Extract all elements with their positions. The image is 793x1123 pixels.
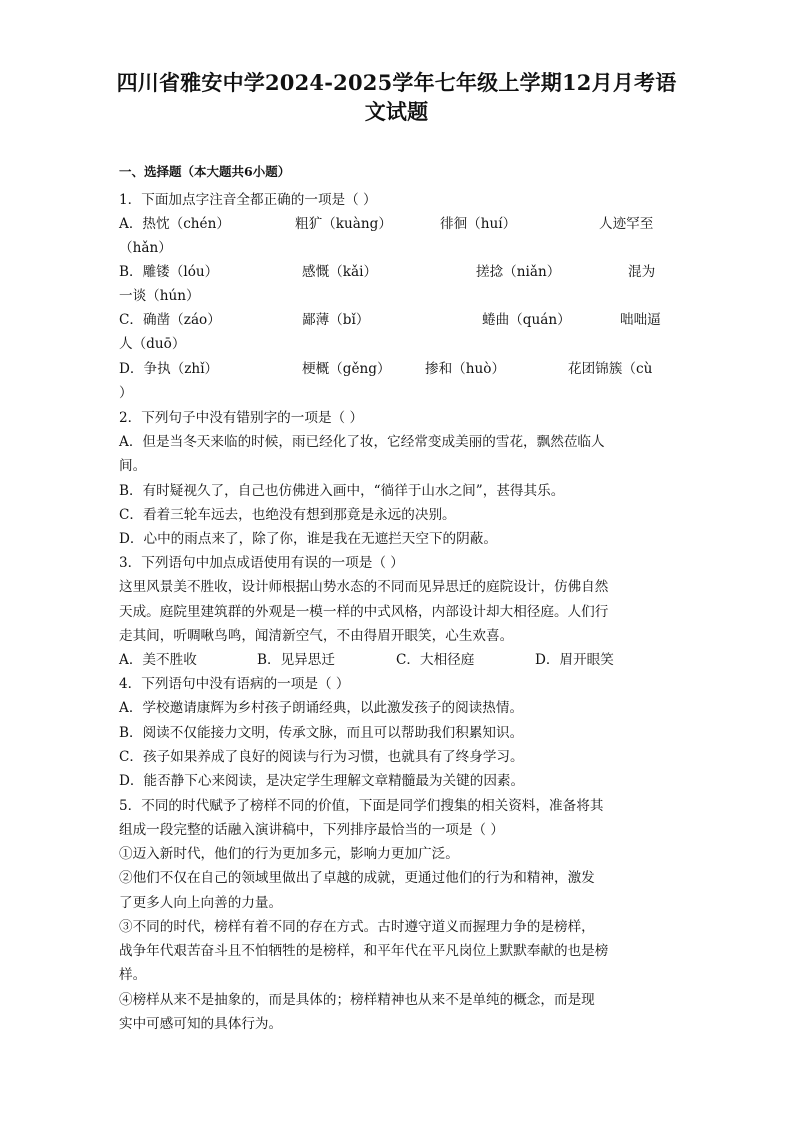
q1-option-b-item4: 混为: [628, 264, 656, 280]
q1-option-a-item4: 人迹罕至: [599, 216, 654, 232]
q4-option-c: C．孩子如果养成了良好的阅读与行为习惯，也就具有了终身学习。: [119, 749, 524, 765]
title-line-1: 四川省雅安中学2024-2025学年七年级上学期12月月考语: [116, 70, 677, 95]
q1-option-a-item3: 徘徊（huí）: [440, 216, 517, 232]
q2-option-d: D．心中的雨点来了，除了你，谁是我在无遮拦天空下的阴蔽。: [119, 531, 497, 547]
q1-option-a: A．热忱（chén）: [119, 216, 230, 232]
q1-option-d-item4: 花团锦簇（cù: [568, 361, 653, 377]
q2-option-a-cont: 间。: [119, 458, 147, 474]
q1-option-d-item2: 梗概（gěng）: [302, 361, 391, 377]
q3-passage-line-1: 这里风景美不胜收，设计师根据山势水态的不同而见异思迁的庭院设计，仿佛自然: [119, 579, 609, 595]
q2-option-a: A．但是当冬天来临的时候，雨已经化了妆，它经常变成美丽的雪花，飘然莅临人: [119, 434, 605, 450]
title-line-2: 文试题: [364, 99, 429, 124]
q5-sentence-3-cont: 战争年代艰苦奋斗且不怕牺牲的是榜样，和平年代在平凡岗位上默默奉献的也是榜: [119, 943, 609, 959]
q4-option-d: D．能否静下心来阅读，是决定学生理解文章精髓最为关键的因素。: [119, 773, 525, 789]
q3-option-c: C．大相径庭: [396, 652, 475, 668]
q5-sentence-1: ①迈入新时代，他们的行为更加多元，影响力更加广泛。: [119, 846, 459, 862]
q2-stem: 2．下列句子中没有错别字的一项是（ ）: [119, 410, 364, 426]
section-heading: 一、选择题（本大题共6小题）: [119, 164, 291, 179]
q1-option-d-item3: 掺和（huò）: [425, 361, 506, 377]
q5-stem-line-1: 5．不同的时代赋予了榜样不同的价值，下面是同学们搜集的相关资料，准备将其: [119, 798, 604, 814]
q3-option-d: D．眉开眼笑: [535, 652, 614, 668]
q3-passage-line-3: 走其间，听啁啾鸟鸣，闻清新空气，不由得眉开眼笑，心生欢喜。: [119, 628, 514, 644]
document-title: [110, 68, 683, 126]
q5-sentence-3-end: 样。: [119, 967, 147, 983]
q1-option-c-item3: 蜷曲（quán）: [482, 312, 571, 328]
q5-sentence-2-cont: 了更多人向上向善的力量。: [119, 895, 283, 911]
q4-option-a: A．学校邀请康辉为乡村孩子朗诵经典，以此激发孩子的阅读热情。: [119, 700, 524, 716]
q3-stem: 3．下列语句中加点成语使用有误的一项是（ ）: [119, 555, 404, 571]
q3-option-a: A．美不胜收: [119, 652, 197, 668]
q5-sentence-2: ②他们不仅在自己的领域里做出了卓越的成就，更通过他们的行为和精神，激发: [119, 870, 595, 886]
q1-option-c-cont: 人（duō）: [119, 336, 186, 352]
q4-option-b: B．阅读不仅能接力文明，传承文脉，而且可以帮助我们积累知识。: [119, 725, 524, 741]
q3-option-b: B．见异思迁: [257, 652, 335, 668]
q1-option-b: B．雕镂（lóu）: [119, 264, 219, 280]
q1-option-a-item2: 粗犷（kuàng）: [295, 216, 392, 232]
q1-stem: 1．下面加点字注音全都正确的一项是（ ）: [119, 192, 377, 208]
q1-option-d-cont: ）: [119, 385, 133, 401]
q1-option-c-item2: 鄙薄（bǐ）: [302, 312, 370, 328]
q2-option-c: C．看着三轮车远去，也绝没有想到那竟是永远的决别。: [119, 507, 456, 523]
q1-option-c-item4: 咄咄逼: [620, 312, 661, 328]
q5-sentence-4: ④榜样从来不是抽象的，而是具体的；榜样精神也从来不是单纯的概念，而是现: [119, 992, 595, 1008]
q1-option-b-item3: 搓捻（niǎn）: [476, 264, 561, 280]
q5-sentence-3: ③不同的时代，榜样有着不同的存在方式。古时遵守道义而握理力争的是榜样，: [119, 919, 595, 935]
q1-option-b-cont: 一谈（hún）: [119, 288, 200, 304]
q5-sentence-4-cont: 实中可感可知的具体行为。: [119, 1016, 283, 1032]
q2-option-b: B．有时疑视久了，自己也仿佛进入画中，“徜徉于山水之间”，甚得其乐。: [119, 483, 565, 499]
q3-passage-line-2: 天成。庭院里建筑群的外观是一模一样的中式风格，内部设计却大相径庭。人们行: [119, 604, 609, 620]
q4-stem: 4．下列语句中没有语病的一项是（ ）: [119, 676, 350, 692]
q1-option-c: C．确凿（záo）: [119, 312, 221, 328]
q1-option-a-cont: （hǎn）: [119, 240, 172, 256]
q1-option-b-item2: 感慨（kǎi）: [302, 264, 378, 280]
q5-stem-line-2: 组成一段完整的话融入演讲稿中，下列排序最恰当的一项是（ ）: [119, 822, 504, 838]
q1-option-d: D．争执（zhǐ）: [119, 361, 219, 377]
